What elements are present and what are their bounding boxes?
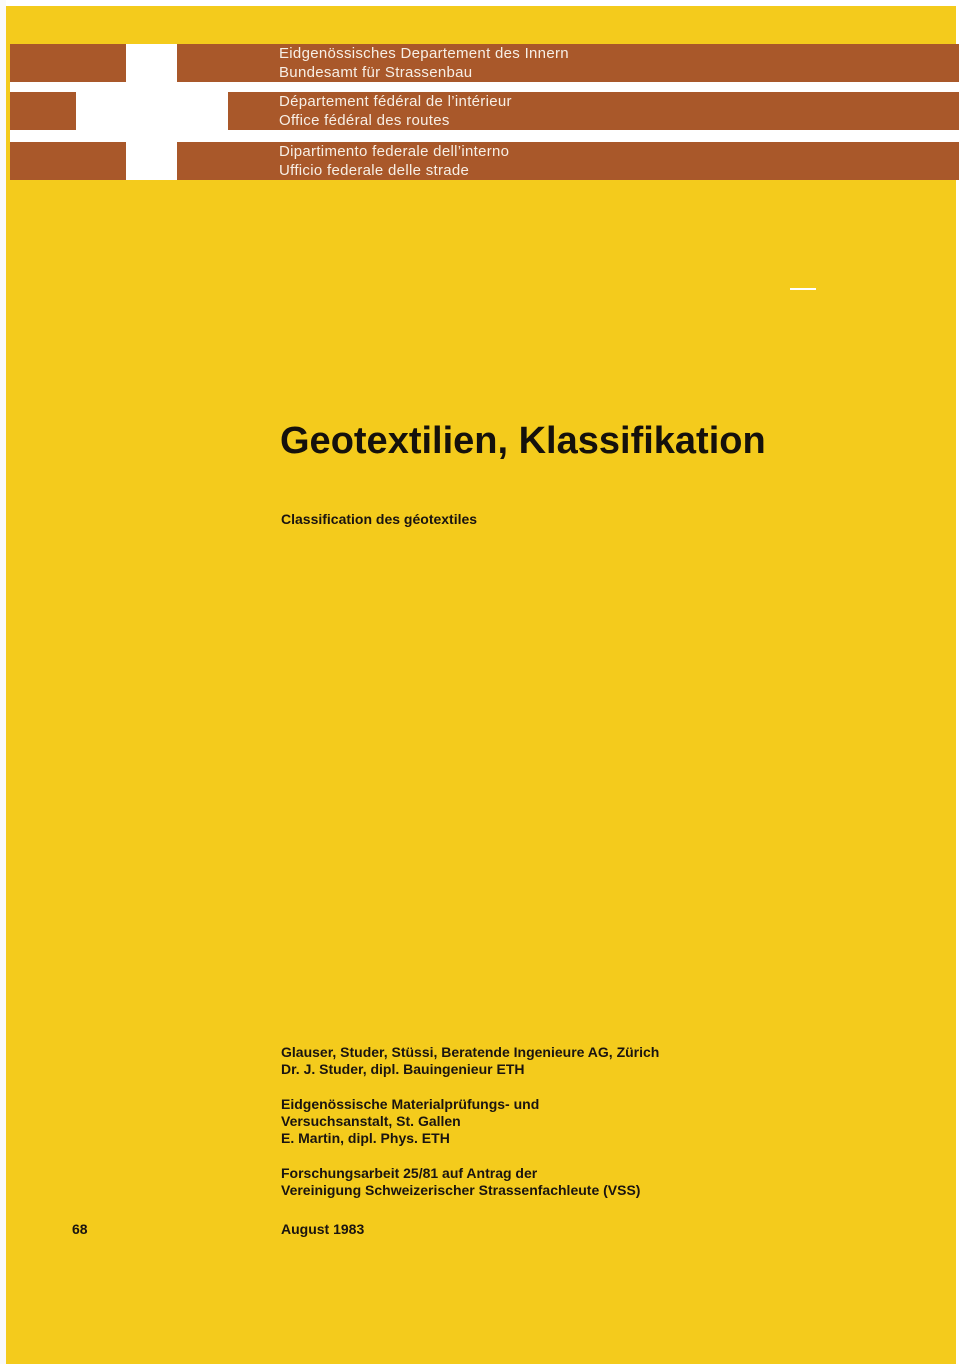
author-line: E. Martin, dipl. Phys. ETH: [281, 1130, 450, 1146]
author-block-3: [281, 1165, 659, 1199]
author-line: Dr. J. Studer, dipl. Bauingenieur ETH: [281, 1061, 525, 1077]
decorative-dash: [790, 288, 816, 290]
header-italian: [279, 142, 509, 180]
page-edge-top: [0, 0, 970, 6]
author-block-1: [281, 1044, 659, 1078]
page-edge-right: [956, 0, 970, 1372]
document-subtitle: Classification des géotextiles: [281, 511, 478, 527]
header-line: Eidgenössisches Departement des Innern: [279, 45, 569, 62]
author-line: Vereinigung Schweizerischer Strassenfachleute (VSS): [281, 1182, 641, 1198]
swiss-cross-icon: [76, 44, 228, 180]
page-number: 68: [72, 1221, 88, 1237]
header-band-left-2: [10, 92, 76, 130]
author-line: Glauser, Studer, Stüssi, Beratende Ingenieure AG, Zürich: [281, 1044, 660, 1060]
header-line: Ufficio federale delle strade: [279, 162, 470, 179]
author-line: Forschungsarbeit 25/81 auf Antrag der: [281, 1165, 538, 1181]
authors-section: [281, 1044, 659, 1217]
author-line: Eidgenössische Materialprüfungs- und: [281, 1096, 540, 1112]
page-edge-left: [0, 0, 6, 1372]
header-line: Dipartimento federale dell’interno: [279, 143, 510, 160]
header-german: [279, 44, 569, 82]
header-french: [279, 92, 512, 130]
page-edge-bottom: [0, 1364, 970, 1372]
publication-date: August 1983: [281, 1221, 365, 1237]
header-line: Bundesamt für Strassenbau: [279, 64, 473, 81]
document-title: Geotextilien, Klassifikation: [280, 420, 766, 462]
header-line: Département fédéral de l’intérieur: [279, 93, 512, 110]
author-block-2: [281, 1096, 659, 1147]
header-line: Office fédéral des routes: [279, 112, 450, 129]
author-line: Versuchsanstalt, St. Gallen: [281, 1113, 461, 1129]
